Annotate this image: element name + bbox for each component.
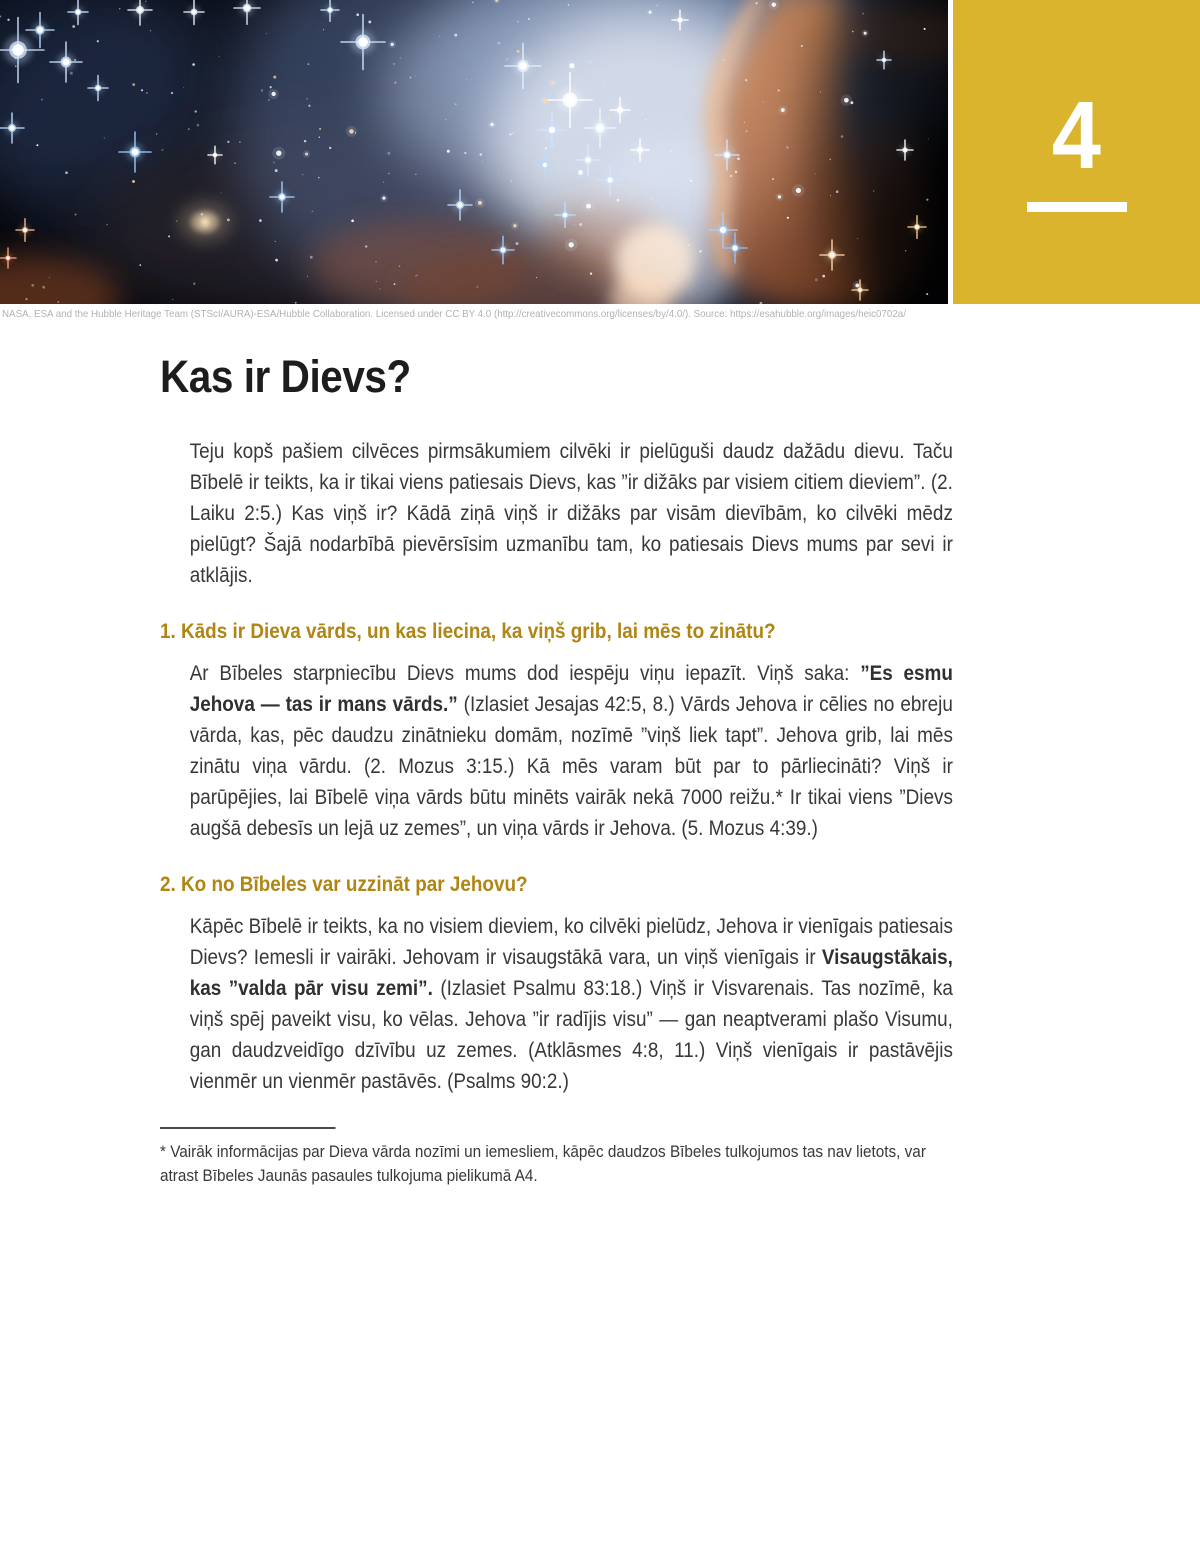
hero-space-photo [0,0,948,304]
footnote-divider [160,1127,336,1129]
footnote: * Vairāk informācijas par Dieva vārda nozīmi un iemesliem, kāpēc daudzos Bībeles tulkojumos tas nav lietots, var atrast Bībeles Jaunās pasaules tulkojuma pielikumā A4. [160,1142,926,1185]
intro-paragraph: Teju kopš pašiem cilvēces pirmsākumiem cilvēki ir pielūguši daudz dažādu dievu. Taču Bībelē ir teikts, ka ir tikai viens patiesais Dievs, kas ”ir dižāks par visiem citiem dieviem”. (2. Laiku 2:5.) Kas viņš ir? Kādā ziņā viņš ir dižāks par visām dievībām, ko cilvēki mēdz pielūgt? Šajā nodarbībā pievērsīsim uzmanību tam, ko patiesais Dievs mums par sevi ir atklājis. [189,440,953,587]
question-1-heading: 1. Kāds ir Dieva vārds, un kas liecina, ka viņš grib, lai mēs to zinātu? [160,620,776,643]
article [160,338,975,1187]
page-title: Kas ir Dievs? [160,351,411,402]
question-1-paragraph: Ar Bībeles starpniecību Dievs mums dod iespēju viņu iepazīt. Viņš saka: ”Es esmu Jehova — tas ir mans vārds.” (Izlasiet Jesajas 42:5, 8.) Vārds Jehova ir cēlies no ebreju vārda, kas, pēc daudzu zinātnieku domām, nozīmē ”viņš liek tapt”. Jehova grib, lai mēs zinātu viņa vārdu. (2. Mozus 3:15.) Kā mēs varam būt par to pārliecināti? Viņš ir parūpējies, lai Bībelē viņa vārds būtu minēts vairāk nekā 7000 reižu.* Ir tikai viens ”Dievs augšā debesīs un lejā uz zemes”, un viņa vārds ir Jehova. (5. Mozus 4:39.) [189,662,953,840]
hero-row [0,0,1200,304]
spiral-galaxy [178,201,232,243]
question-2-paragraph: Kāpēc Bībelē ir teikts, ka no visiem dieviem, ko cilvēki pielūdz, Jehova ir vienīgais patiesais Dievs? Iemesli ir vairāki. Jehovam ir visaugstākā vara, un viņš vienīgais ir Visaugstākais, kas ”valda pār visu zemi”. (Izlasiet Psalmu 83:18.) Viņš ir Visvarenais. Tas nozīmē, ka viņš spēj paveikt visu, ko vēlas. Jehova ”ir radījis visu” — gan neaptverami plašo Visumu, gan daudzveidīgo dzīvību uz zemes. (Atklāsmes 4:8, 11.) Viņš vienīgais ir pastāvējis vienmēr un vienmēr pastāvēs. (Psalms 90:2.) [189,915,953,1093]
chapter-number-box [953,0,1200,304]
question-2-heading: 2. Ko no Bībeles var uzzināt par Jehovu? [160,873,528,896]
image-credit-caption: NASA, ESA and the Hubble Heritage Team (STScI/AURA)-ESA/Hubble Collaboration. Licensed under CC BY 4.0 (http://creativecommons.org/licenses/by/4.0/). Source: https://esahubble.org/images/heic0702a/ [2,308,906,320]
hero-image [0,0,948,304]
chapter-underline [1027,202,1127,212]
chapter-number: 4 [1051,82,1102,189]
